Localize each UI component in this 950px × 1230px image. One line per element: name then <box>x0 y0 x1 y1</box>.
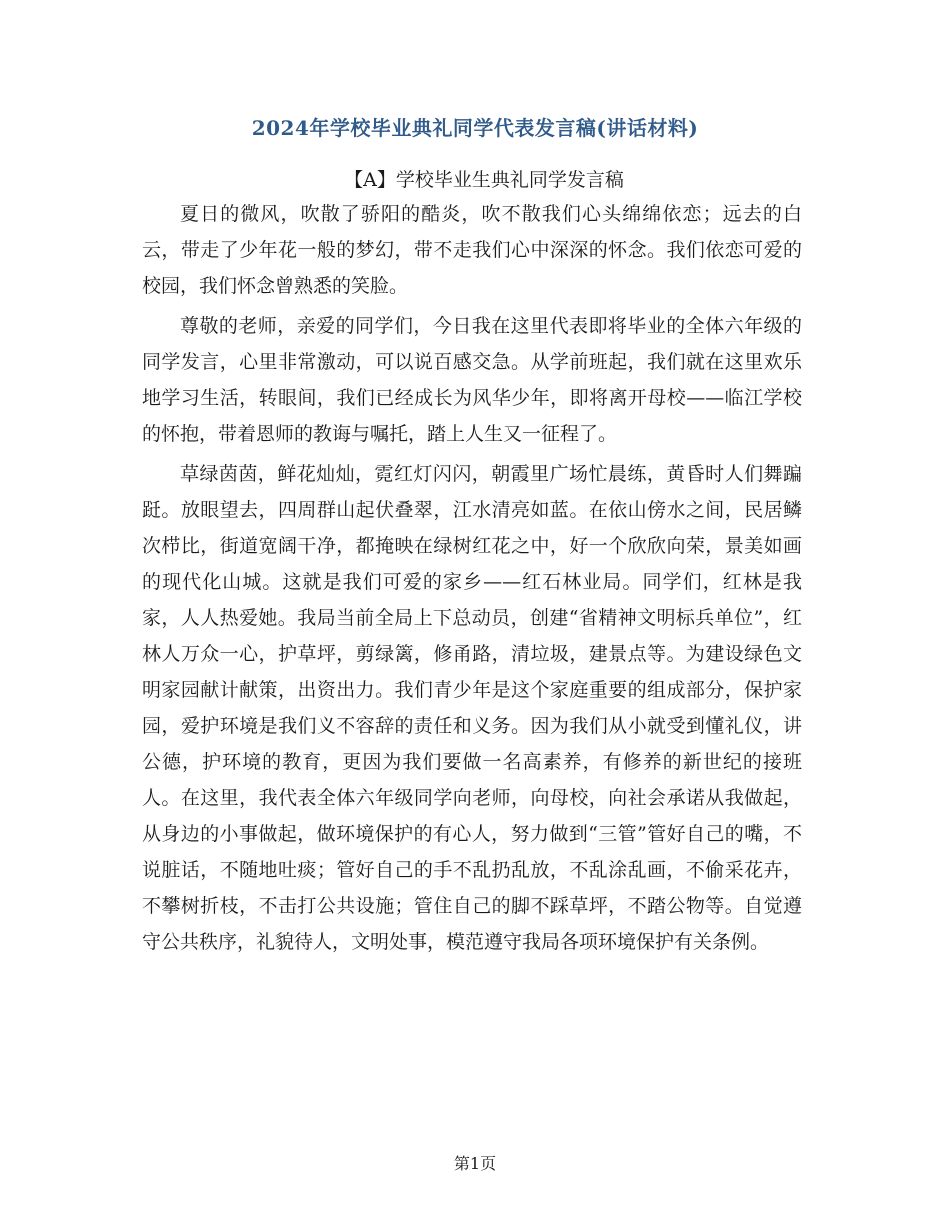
paragraph: 草绿茵茵，鲜花灿灿，霓红灯闪闪，朝霞里广场忙晨练，黄昏时人们舞蹁跹。放眼望去，四周群山起伏叠翠，江水清亮如蓝。在依山傍水之间，民居鳞次栉比，街道宽阔干净，都掩映在绿树红花之中，好一个欣欣向荣，景美如画的现代化山城。这就是我们可爱的家乡——红石林业局。同学们，红林是我家，人人热爱她。我局当前全局上下总动员，创建“省精神文明标兵单位”，红林人万众一心，护草坪，剪绿篱，修甬路，清垃圾，建景点等。为建设绿色文明家园献计献策，出资出力。我们青少年是这个家庭重要的组成部分，保护家园，爱护环境是我们义不容辞的责任和义务。因为我们从小就受到懂礼仪，讲公德，护环境的教育，更因为我们要做一名高素养，有修养的新世纪的接班人。在这里，我代表全体六年级同学向老师，向母校，向社会承诺从我做起，从身边的小事做起，做环境保护的有心人，努力做到“三管”管好自己的嘴，不说脏话，不随地吐痰；管好自己的手不乱扔乱放，不乱涂乱画，不偷采花卉，不攀树折枝，不击打公共设施；管住自己的脚不踩草坪，不踏公物等。自觉遵守公共秩序，礼貌待人，文明处事，模范遵守我局各项环境保护有关条例。 <box>142 463 802 953</box>
document-title: 2024年学校毕业典礼同学代表发言稿(讲话材料) <box>251 116 699 140</box>
paragraph: 夏日的微风，吹散了骄阳的酷炎，吹不散我们心头绵绵依恋；远去的白云，带走了少年花一般的梦幻，带不走我们心中深深的怀念。我们依恋可爱的校园，我们怀念曾熟悉的笑脸。 <box>142 203 802 297</box>
paragraph: 尊敬的老师，亲爱的同学们，今日我在这里代表即将毕业的全体六年级的同学发言，心里非常激动，可以说百感交急。从学前班起，我们就在这里欢乐地学习生活，转眼间，我们已经成长为风华少年，即将离开母校——临江学校的怀抱，带着恩师的教诲与嘱托，踏上人生又一征程了。 <box>142 315 802 445</box>
page-number: 第1页 <box>453 1154 497 1173</box>
section-heading: 【A】学校毕业生典礼同学发言稿 <box>344 169 624 191</box>
document-body <box>142 196 802 964</box>
